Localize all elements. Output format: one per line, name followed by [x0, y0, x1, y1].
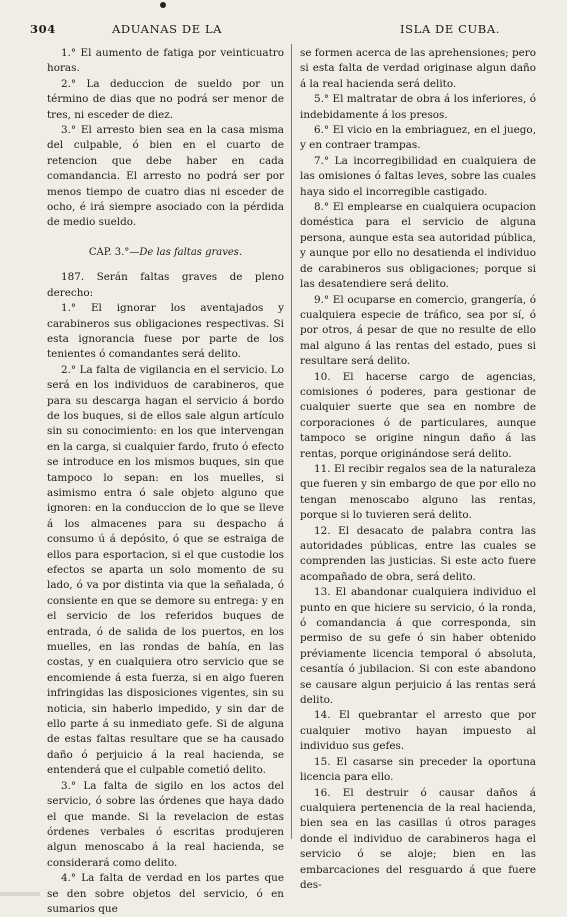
paragraph: 6.° El vicio en la embriaguez, en el juego, y en contraer trampas. [300, 124, 536, 152]
paragraph: 15. El casarse sin preceder la oportuna licencia para ello. [300, 755, 536, 784]
running-title-left: ADUANAS DE LA [112, 22, 223, 36]
page-header [30, 22, 555, 38]
paragraph: 8.° El emplearse en cualquiera ocupacion doméstica para el servicio de alguna persona, aunque esta sea autoridad pública, y aunque por ello no desatienda el individuo de carabineros sus obligaciones; porque si las desatendiere será delito. [300, 201, 536, 291]
left-column [47, 46, 284, 915]
paragraph: 7.° La incorregibilidad en cualquiera de las omisiones ó faltas leves, sobre las cuales haya sido el incorregible castigado. [300, 154, 536, 198]
paragraph: 2.° La deduccion de sueldo por un término de dias que no podrá ser menor de tres, ni esceder de diez. [47, 77, 284, 121]
paragraph: 1.° El aumento de fatiga por veinticuatro horas. [47, 47, 284, 75]
running-title-right: ISLA DE CUBA. [400, 22, 500, 36]
paragraph: 5.° El maltratar de obra á los inferiores, ó indebidamente á los presos. [300, 93, 536, 121]
paragraph: 14. El quebrantar el arresto que por cualquier motivo hayan impuesto al individuo sus gefes. [300, 709, 536, 753]
paragraph: 187. Serán faltas graves de pleno derecho: [47, 271, 284, 299]
ink-dot [160, 2, 166, 8]
paragraph: 2.° La falta de vigilancia en el servicio. Lo será en los individuos de carabineros, que para su descarga hagan el servicio á bordo de los buques, si de ellos sale algun artículo sin su conocimiento: en los que intervengan en la carga, si cualquier fardo, fruto ó efecto se introduce en los mismos buques, sin que tampoco lo sepan: en los muelles, si asimismo entra ó sale objeto alguno que ignoren: en la conduccion de lo que se lleve á los almacenes para su despacho á consumo ú á depósito, ó que se estraiga de ellos para esportacion, si el que custodie los efectos se aparta un solo momento de su lado, ó va por distinta via que la señalada, ó consiente en que se demore su entrega: y en el servicio de los referidos buques de entrada, ó de salida de los puertos, en los muelles, en las rondas de bahía, en las costas, y en cualquiera otro servicio que se encomiende á esta fuerza, si en algo fueren infringidas las disposiciones vigentes, sin su noticia, sin haberlo impedido, y sin dar de ello parte á su inmediato gefe. Si de alguna de estas faltas resultare que se ha causado daño ó perjuicio á la real hacienda, se entenderá que el culpable cometió delito. [47, 363, 284, 777]
paragraph: 16. El destruir ó causar daños á cualquiera pertenencia de la real hacienda, bien sea en las casillas ú otros parages donde el individuo de carabineros haga el servicio ó se aloje; bien en las embarcaciones del resguardo á que fuere des- [300, 786, 536, 891]
page-number: 304 [30, 22, 56, 36]
paragraph: 13. El abandonar cualquiera individuo el punto en que hiciere su servicio, ó la ronda, ó comandancia á que corresponda, sin permiso de su gefe ó sin haber obtenido préviamente licencia temporal ó absoluta, cesantía ó jubilacion. Si con este abandono se causare algun perjuicio á las rentas será delito. [300, 586, 536, 707]
paragraph: 9.° El ocuparse en comercio, grangería, ó cualquiera especie de tráfico, sea por sí, ó por otros, á pesar de que no resulte de ello mal alguno á las rentas del estado, pues si resultare será delito. [300, 293, 536, 368]
paragraph: 11. El recibir regalos sea de la naturaleza que fueren y sin embargo de que por ello no tengan menoscabo alguno las rentas, porque si lo tuvieren será delito. [300, 462, 536, 522]
column-divider [291, 44, 292, 839]
chapter-number: CAP. 3.°— [88, 246, 140, 258]
paragraph: 12. El desacato de palabra contra las autoridades públicas, entre las cuales se comprenden las justicias. Si este acto fuere acompañado de obra, será delito. [300, 524, 536, 583]
paragraph: 3.° La falta de sigilo en los actos del servicio, ó sobre las órdenes que haya dado el que mande. Si la revelacion de estas órdenes verbales ó escritas produjeren algun menoscabo á la real hacienda, se considerará como delito. [47, 779, 284, 869]
paragraph: 1.° El ignorar los aventajados y carabineros sus obligaciones respectivas. Si esta ignorancia fuese por parte de los tenientes ó comandantes será delito. [47, 302, 284, 361]
chapter-heading [47, 245, 284, 260]
paragraph-continued: se formen acerca de las aprehensiones; pero si esta falta de verdad originase algun daño á la real hacienda será delito. [300, 47, 536, 90]
paragraph: 3.° El arresto bien sea en la casa misma del culpable, ó bien en el cuarto de retencion que debe haber en cada comandancia. El arresto no podrá ser por menos tiempo de cuatro dias ni esceder de ocho, é irá siempre asociado con la pérdida de medio sueldo. [47, 124, 284, 229]
right-column [300, 46, 536, 891]
paragraph: 4.° La falta de verdad en los partes que se den sobre objetos del servicio, ó en sumarios que [47, 872, 284, 915]
paragraph: 10. El hacerse cargo de agencias, comisiones ó poderes, para gestionar de cualquier suerte que sea en nombre de corporaciones ó de particulares, aunque tampoco se origine ningun daño á las rentas, porque originándose será delito. [300, 370, 536, 460]
chapter-title: De las faltas graves. [139, 246, 243, 258]
scan-edge-mark [0, 892, 40, 896]
